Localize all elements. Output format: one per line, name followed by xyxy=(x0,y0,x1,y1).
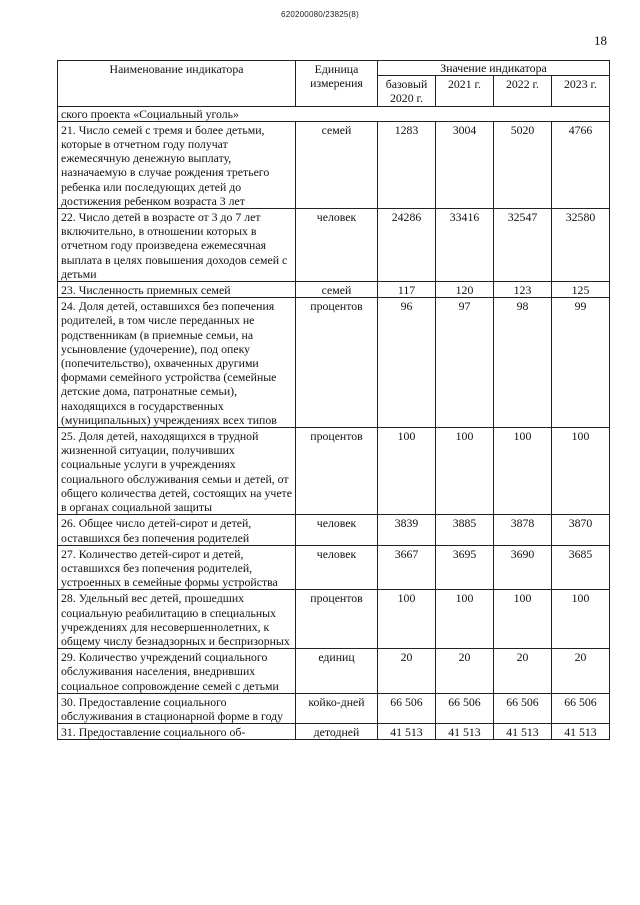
indicator-name-cell: 26. Общее число детей-сирот и детей, оставшихся без попечения родителей xyxy=(58,515,296,545)
value-cell: 24286 xyxy=(378,209,436,282)
value-cell: 20 xyxy=(378,649,436,694)
value-cell: 32580 xyxy=(552,209,610,282)
table-row xyxy=(58,545,610,590)
value-cell: 100 xyxy=(552,590,610,649)
value-cell: 66 506 xyxy=(378,693,436,723)
value-cell: 99 xyxy=(552,298,610,428)
value-cell: 3685 xyxy=(552,545,610,590)
value-cell: 20 xyxy=(494,649,552,694)
value-cell: 125 xyxy=(552,282,610,298)
continuation-row: ского проекта «Социальный уголь» xyxy=(58,106,610,121)
value-cell: 3695 xyxy=(436,545,494,590)
value-cell: 41 513 xyxy=(378,724,436,740)
value-cell: 1283 xyxy=(378,121,436,208)
table-row xyxy=(58,298,610,428)
value-cell: 66 506 xyxy=(436,693,494,723)
unit-cell: единиц xyxy=(296,649,378,694)
value-cell: 96 xyxy=(378,298,436,428)
table-row xyxy=(58,209,610,282)
indicator-name-cell: 27. Количество детей-сирот и детей, оставшихся без попечения родителей, устроенных в семейные формы устройства xyxy=(58,545,296,590)
value-cell: 123 xyxy=(494,282,552,298)
table-row xyxy=(58,590,610,649)
header-year-2022: 2022 г. xyxy=(494,76,552,106)
indicator-name-cell: 30. Предоставление социального обслуживания в стационарной форме в году xyxy=(58,693,296,723)
indicator-name-cell: 21. Число семей с тремя и более детьми, которые в отчетном году получат ежемесячную денежную выплату, назначаемую в случае рождения третьего ребенка или последующих детей до достижения ребенком возраста 3 лет xyxy=(58,121,296,208)
value-cell: 100 xyxy=(378,590,436,649)
unit-cell: процентов xyxy=(296,298,378,428)
value-cell: 5020 xyxy=(494,121,552,208)
table-row xyxy=(58,649,610,694)
indicator-name-cell: 25. Доля детей, находящихся в трудной жизненной ситуации, получивших социальные услуги в учреждениях социального обслуживания семьи и детей, от общего количества детей, состоящих на учете в органах социальной защиты xyxy=(58,428,296,515)
value-cell: 3667 xyxy=(378,545,436,590)
header-base-year: базовый 2020 г. xyxy=(378,76,436,106)
unit-cell: процентов xyxy=(296,428,378,515)
value-cell: 41 513 xyxy=(494,724,552,740)
value-cell: 100 xyxy=(436,428,494,515)
unit-cell: семей xyxy=(296,282,378,298)
value-cell: 100 xyxy=(494,590,552,649)
value-cell: 3690 xyxy=(494,545,552,590)
header-unit: Единица измерения xyxy=(296,61,378,107)
unit-cell: человек xyxy=(296,515,378,545)
value-cell: 100 xyxy=(436,590,494,649)
value-cell: 117 xyxy=(378,282,436,298)
indicator-name-cell: 24. Доля детей, оставшихся без попечения родителей, в том числе переданных не родственникам (в приемные семьи, на усыновление (удочерение), под опеку (попечительство), охваченных другими формами семейного устройства (семейные детские дома, патронатные семьи), находящихся в государственных (муниципальных) учреждениях всех типов xyxy=(58,298,296,428)
unit-cell: процентов xyxy=(296,590,378,649)
indicator-name-cell: 31. Предоставление социального об- xyxy=(58,724,296,740)
indicator-table xyxy=(57,60,610,740)
indicator-name-cell: 29. Количество учреждений социального обслуживания населения, внедривших социальное сопровождение семей с детьми xyxy=(58,649,296,694)
value-cell: 3870 xyxy=(552,515,610,545)
page-number: 18 xyxy=(594,33,607,48)
value-cell: 20 xyxy=(436,649,494,694)
table-row xyxy=(58,282,610,298)
value-cell: 3004 xyxy=(436,121,494,208)
unit-cell: койко-дней xyxy=(296,693,378,723)
document-code: 620200080/23825(8) xyxy=(281,10,359,19)
unit-cell: человек xyxy=(296,209,378,282)
value-cell: 120 xyxy=(436,282,494,298)
unit-cell: человек xyxy=(296,545,378,590)
indicator-name-cell: 22. Число детей в возрасте от 3 до 7 лет включительно, в отношении которых в отчетном году произведена ежемесячная выплата в целях повышения доходов семей с детьми xyxy=(58,209,296,282)
value-cell: 3885 xyxy=(436,515,494,545)
value-cell: 33416 xyxy=(436,209,494,282)
value-cell: 97 xyxy=(436,298,494,428)
value-cell: 41 513 xyxy=(436,724,494,740)
table-row xyxy=(58,121,610,208)
value-cell: 4766 xyxy=(552,121,610,208)
header-indicator-name: Наименование индикатора xyxy=(58,61,296,107)
value-cell: 3878 xyxy=(494,515,552,545)
value-cell: 20 xyxy=(552,649,610,694)
value-cell: 66 506 xyxy=(552,693,610,723)
value-cell: 3839 xyxy=(378,515,436,545)
value-cell: 66 506 xyxy=(494,693,552,723)
table-row xyxy=(58,515,610,545)
table-row xyxy=(58,428,610,515)
unit-cell: семей xyxy=(296,121,378,208)
value-cell: 100 xyxy=(494,428,552,515)
header-year-2023: 2023 г. xyxy=(552,76,610,106)
header-value-group: Значение индикатора xyxy=(378,61,610,76)
table-row xyxy=(58,693,610,723)
indicator-name-cell: 28. Удельный вес детей, прошедших социальную реабилитацию в специальных учреждениях для несовершеннолетних, к общему числу безнадзорных и беспризорных xyxy=(58,590,296,649)
indicator-name-cell: 23. Численность приемных семей xyxy=(58,282,296,298)
unit-cell: детодней xyxy=(296,724,378,740)
value-cell: 100 xyxy=(378,428,436,515)
value-cell: 32547 xyxy=(494,209,552,282)
table-row xyxy=(58,724,610,740)
header-year-2021: 2021 г. xyxy=(436,76,494,106)
value-cell: 41 513 xyxy=(552,724,610,740)
value-cell: 98 xyxy=(494,298,552,428)
value-cell: 100 xyxy=(552,428,610,515)
